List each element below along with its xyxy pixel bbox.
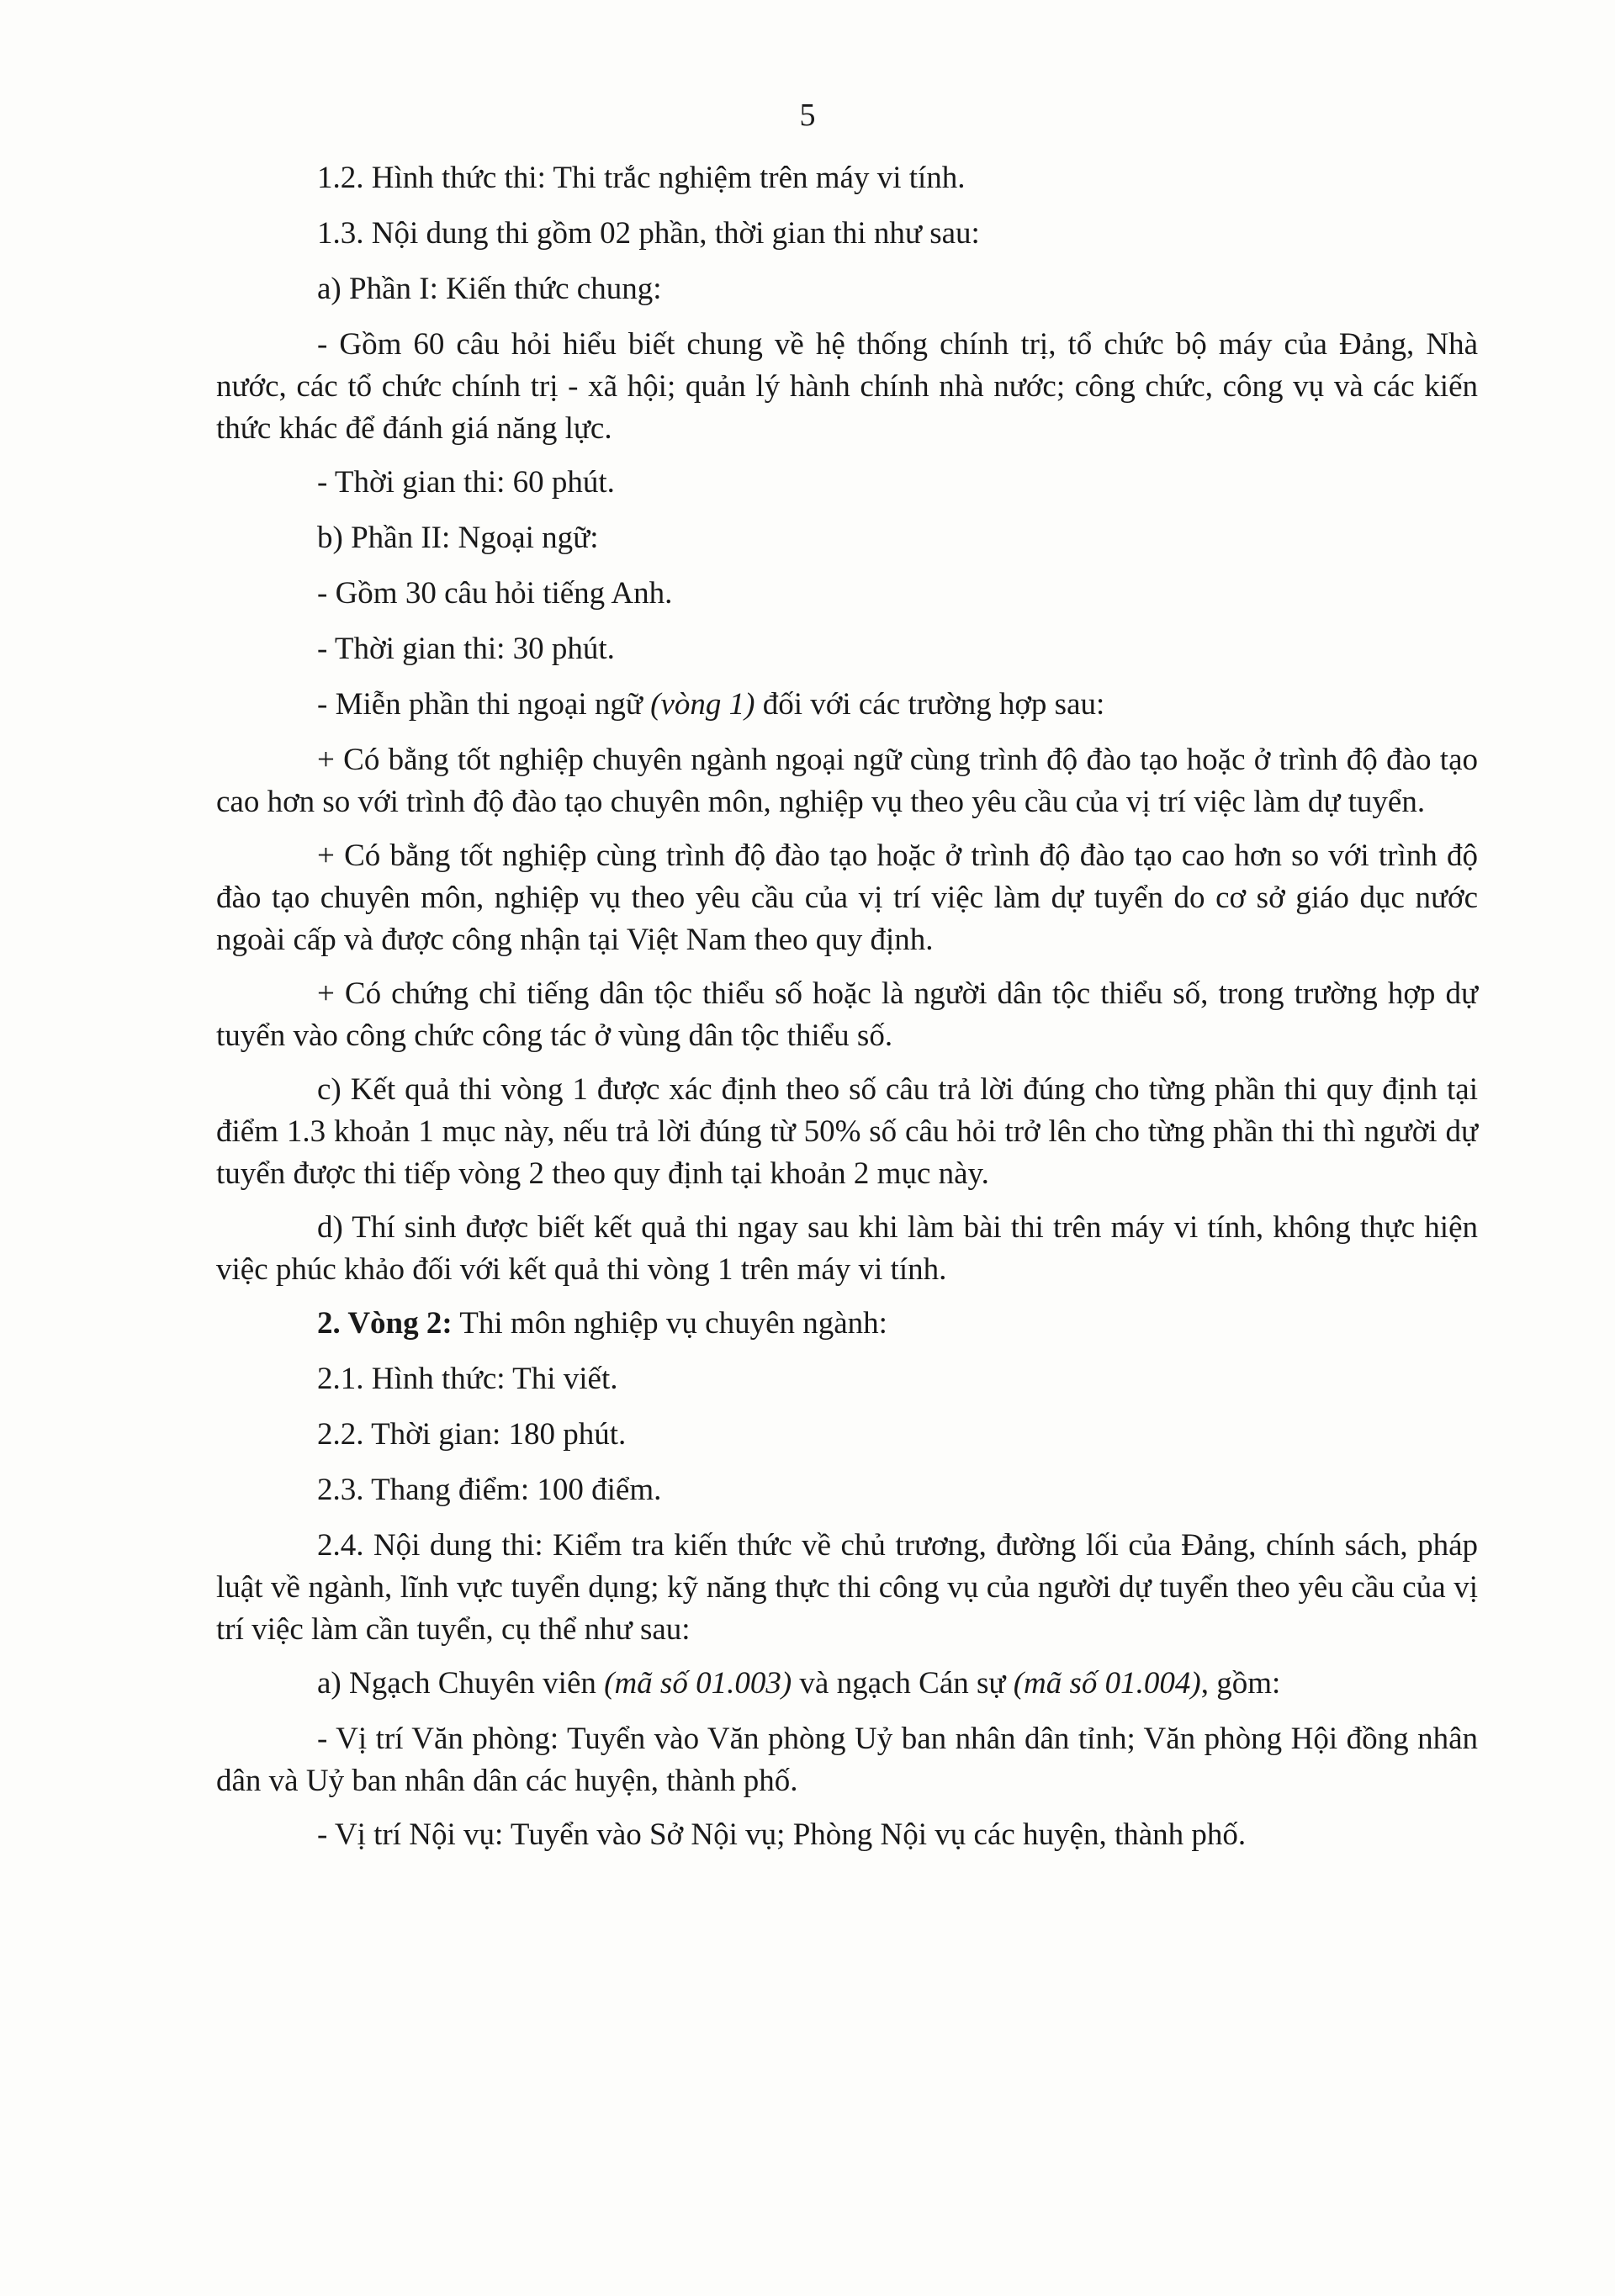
paragraph-result-round-1: c) Kết quả thi vòng 1 được xác định theo số câu trả lời đúng cho từng phần thi quy định tại điểm 1.3 khoản 1 mục này, nếu trả lời đúng từ 50% số câu hỏi trở lên cho từng phần thi thì người dự tuyển được thi tiếp vòng 2 theo quy định tại khoản 2 mục này.	[216, 1072, 1478, 1191]
exemption-text-c: đối với các trường hợp sau:	[755, 687, 1105, 722]
paragraph-2-1: 2.1. Hình thức: Thi viết.	[317, 1362, 618, 1396]
paragraph-exemption	[216, 684, 1478, 726]
paragraph-part-1-time: - Thời gian thi: 60 phút.	[317, 465, 615, 500]
paragraph-part-1: a) Phần I: Kiến thức chung:	[317, 272, 662, 306]
paragraph-part-1-content: - Gồm 60 câu hỏi hiểu biết chung về hệ thống chính trị, tổ chức bộ máy của Đảng, Nhà nước, các tổ chức chính trị - xã hội; quản lý hành chính nhà nước; công chức, công vụ và các kiến thức khác để đánh giá năng lực.	[216, 327, 1478, 446]
exemption-text-a: - Miễn phần thi ngoại ngữ	[317, 687, 651, 722]
document-body	[216, 157, 1478, 1870]
exemption-text-italic: (vòng 1)	[650, 687, 755, 722]
paragraph-result-notice: d) Thí sinh được biết kết quả thi ngay sau khi làm bài thi trên máy vi tính, không thực hiện việc phúc khảo đối với kết quả thi vòng 1 trên máy vi tính.	[216, 1210, 1478, 1287]
round-2-heading: 2. Vòng 2:	[317, 1306, 453, 1341]
paragraph-1-3: 1.3. Nội dung thi gồm 02 phần, thời gian thi như sau:	[317, 216, 980, 251]
paragraph-exemption-case-1: + Có bằng tốt nghiệp chuyên ngành ngoại ngữ cùng trình độ đào tạo hoặc ở trình độ đào tạo cao hơn so với trình độ đào tạo chuyên môn, nghiệp vụ theo yêu cầu của vị trí việc làm dự tuyển.	[216, 743, 1478, 819]
paragraph-round-2	[216, 1303, 1478, 1345]
paragraph-2-2: 2.2. Thời gian: 180 phút.	[317, 1417, 627, 1452]
paragraph-part-2: b) Phần II: Ngoại ngữ:	[317, 521, 599, 555]
rank-text-a: a) Ngạch Chuyên viên	[317, 1666, 605, 1701]
paragraph-rank-specialist	[216, 1663, 1478, 1705]
rank-text-e: , gồm:	[1200, 1666, 1281, 1701]
paragraph-exemption-case-3: + Có chứng chỉ tiếng dân tộc thiểu số hoặc là người dân tộc thiểu số, trong trường hợp dự tuyển vào công chức công tác ở vùng dân tộc thiểu số.	[216, 976, 1478, 1053]
paragraph-1-2: 1.2. Hình thức thi: Thi trắc nghiệm trên máy vi tính.	[317, 161, 966, 195]
rank-text-c: và ngạch Cán sự	[792, 1666, 1014, 1701]
page-number: 5	[799, 98, 816, 133]
paragraph-exemption-case-2: + Có bằng tốt nghiệp cùng trình độ đào tạo hoặc ở trình độ đào tạo cao hơn so với trình độ đào tạo chuyên môn, nghiệp vụ theo yêu cầu của vị trí việc làm dự tuyển do cơ sở giáo dục nước ngoài cấp và được công nhận tại Việt Nam theo quy định.	[216, 839, 1478, 957]
paragraph-part-2-time: - Thời gian thi: 30 phút.	[317, 632, 615, 666]
paragraph-2-3: 2.3. Thang điểm: 100 điểm.	[317, 1473, 662, 1507]
paragraph-position-office: - Vị trí Văn phòng: Tuyển vào Văn phòng Uỷ ban nhân dân tỉnh; Văn phòng Hội đồng nhân dân và Uỷ ban nhân dân các huyện, thành phố.	[216, 1722, 1478, 1798]
rank-code-2: (mã số 01.004)	[1013, 1666, 1201, 1701]
round-2-text: Thi môn nghiệp vụ chuyên ngành:	[452, 1306, 887, 1341]
paragraph-position-home-affairs: - Vị trí Nội vụ: Tuyển vào Sở Nội vụ; Phòng Nội vụ các huyện, thành phố.	[317, 1817, 1247, 1852]
paragraph-part-2-content: - Gồm 30 câu hỏi tiếng Anh.	[317, 576, 673, 611]
rank-code-1: (mã số 01.003)	[604, 1666, 792, 1701]
paragraph-2-4: 2.4. Nội dung thi: Kiểm tra kiến thức về chủ trương, đường lối của Đảng, chính sách, pháp luật về ngành, lĩnh vực tuyển dụng; kỹ năng thực thi công vụ của người dự tuyển theo yêu cầu của vị trí việc làm cần tuyển, cụ thể như sau:	[216, 1528, 1478, 1647]
